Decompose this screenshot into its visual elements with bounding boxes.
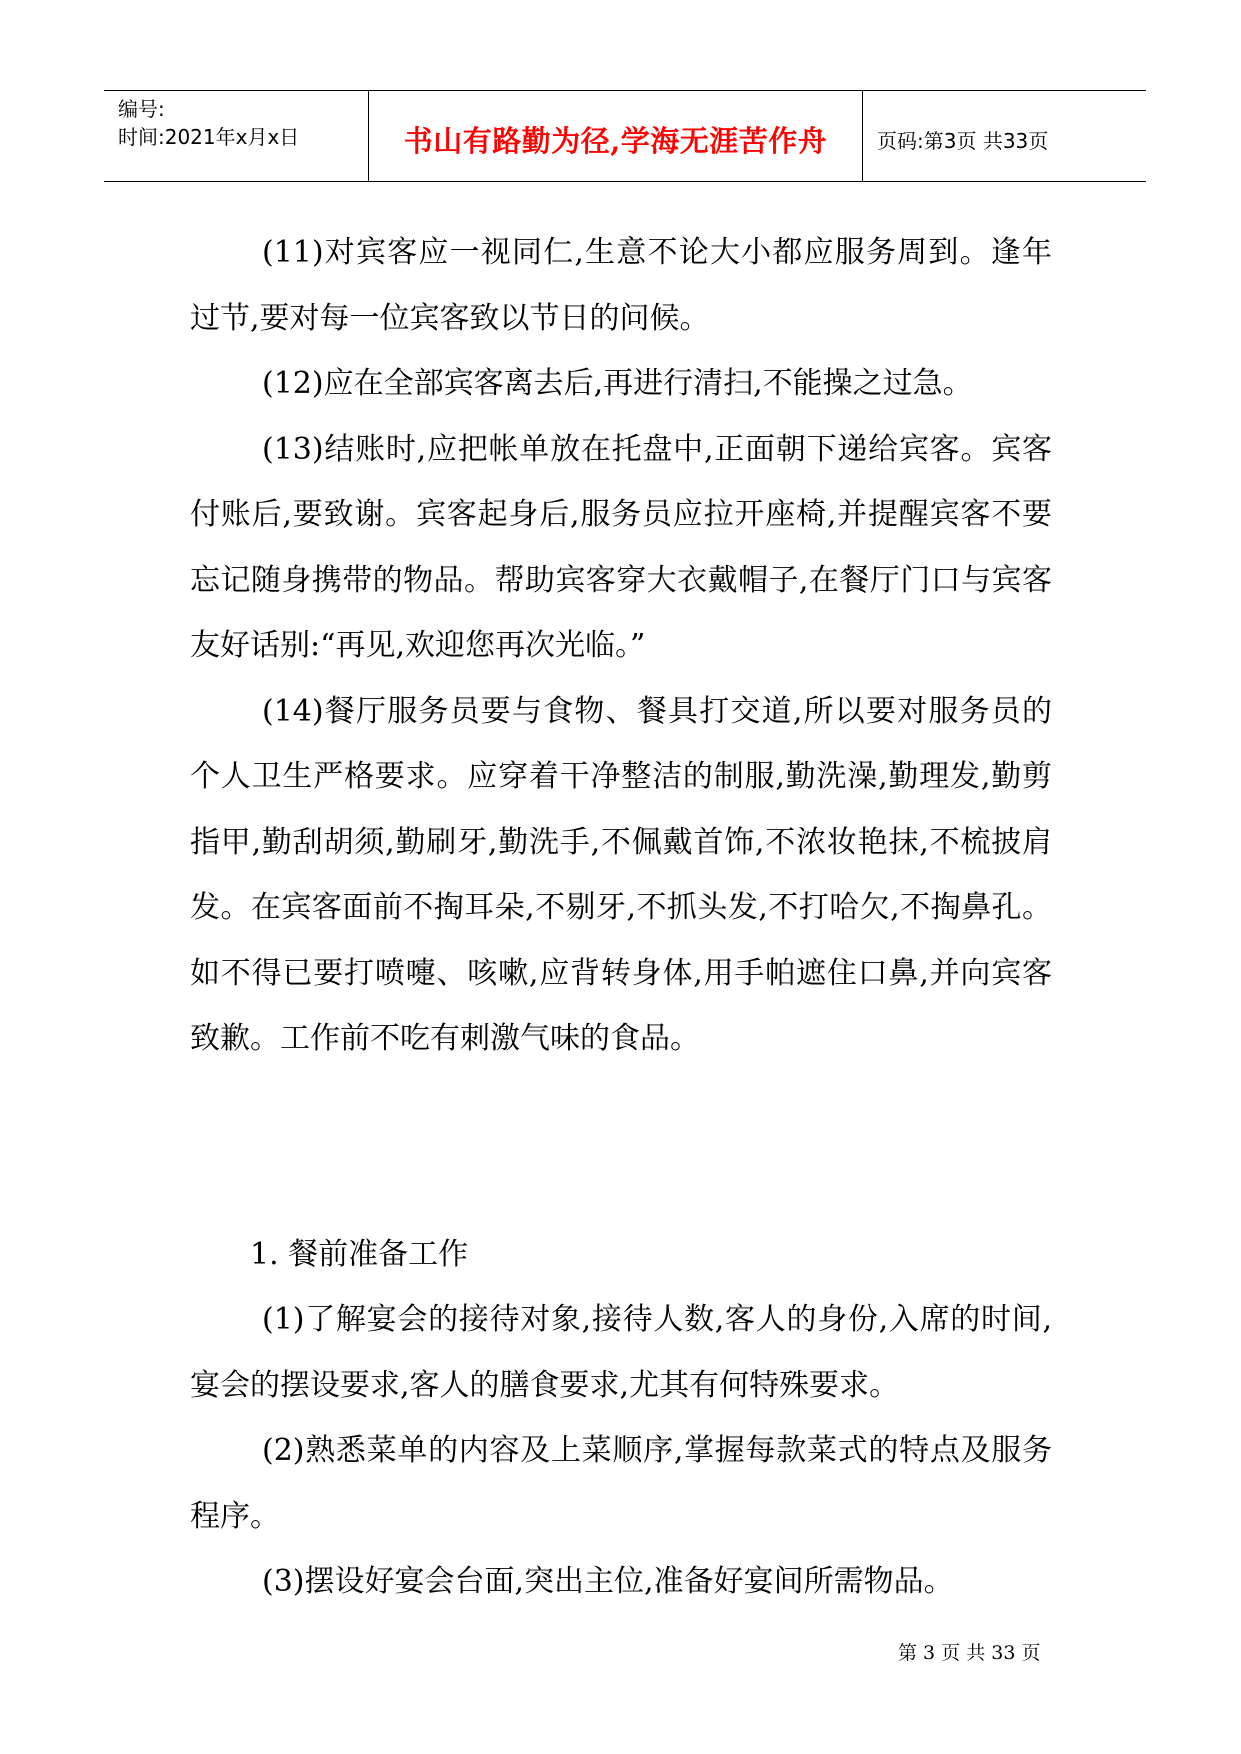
footer-page-number: 第 3 页 共 33 页 (898, 1642, 1041, 1664)
section-paragraph-3: (3)摆设好宴会台面,突出主位,准备好宴间所需物品。 (262, 1564, 954, 1599)
document-number-label: 编号: (118, 97, 165, 121)
section-paragraph-2: (2)熟悉菜单的内容及上菜顺序,掌握每款菜式的特点及服务程序。 (190, 1433, 1052, 1534)
header-motto-cell (369, 91, 863, 181)
header-motto: 书山有路勤为径,学海无涯苦作舟 (403, 124, 828, 158)
paragraph-14: (14)餐厅服务员要与食物、餐具打交道,所以要对服务员的个人卫生严格要求。应穿着干净整洁的制服,勤洗澡,勤理发,勤剪指甲,勤刮胡须,勤刷牙,勤洗手,不佩戴首饰,不浓妆艳抹,不梳披肩发。在宾客面前不掏耳朵,不剔牙,不抓头发,不打哈欠,不掏鼻孔。如不得已要打喷嚏、咳嗽,应背转身体,用手帕遮住口鼻,并向宾客致歉。工作前不吃有刺激气味的食品。 (190, 693, 1052, 1056)
document-time-label: 时间:2021年x月x日 (118, 125, 300, 149)
header-info-cell (104, 91, 369, 181)
paragraph-11: (11)对宾客应一视同仁,生意不论大小都应服务周到。逢年过节,要对每一位宾客致以节日的问候。 (190, 235, 1052, 336)
section-heading: 1. 餐前准备工作 (250, 1236, 469, 1272)
document-header (104, 90, 1146, 182)
document-body (190, 220, 1052, 1615)
paragraph-12: (12)应在全部宾客离去后,再进行清扫,不能操之过急。 (262, 366, 973, 401)
header-page-label: 页码:第3页 共33页 (877, 129, 1049, 153)
section-paragraph-1: (1)了解宴会的接待对象,接待人数,客人的身份,入席的时间,宴会的摆设要求,客人的膳食要求,尤其有何特殊要求。 (190, 1302, 1052, 1403)
header-page-cell (863, 91, 1146, 181)
paragraph-13: (13)结账时,应把帐单放在托盘中,正面朝下递给宾客。宾客付账后,要致谢。宾客起身后,服务员应拉开座椅,并提醒宾客不要忘记随身携带的物品。帮助宾客穿大衣戴帽子,在餐厅门口与宾客友好话别:“再见,欢迎您再次光临。” (190, 431, 1052, 663)
